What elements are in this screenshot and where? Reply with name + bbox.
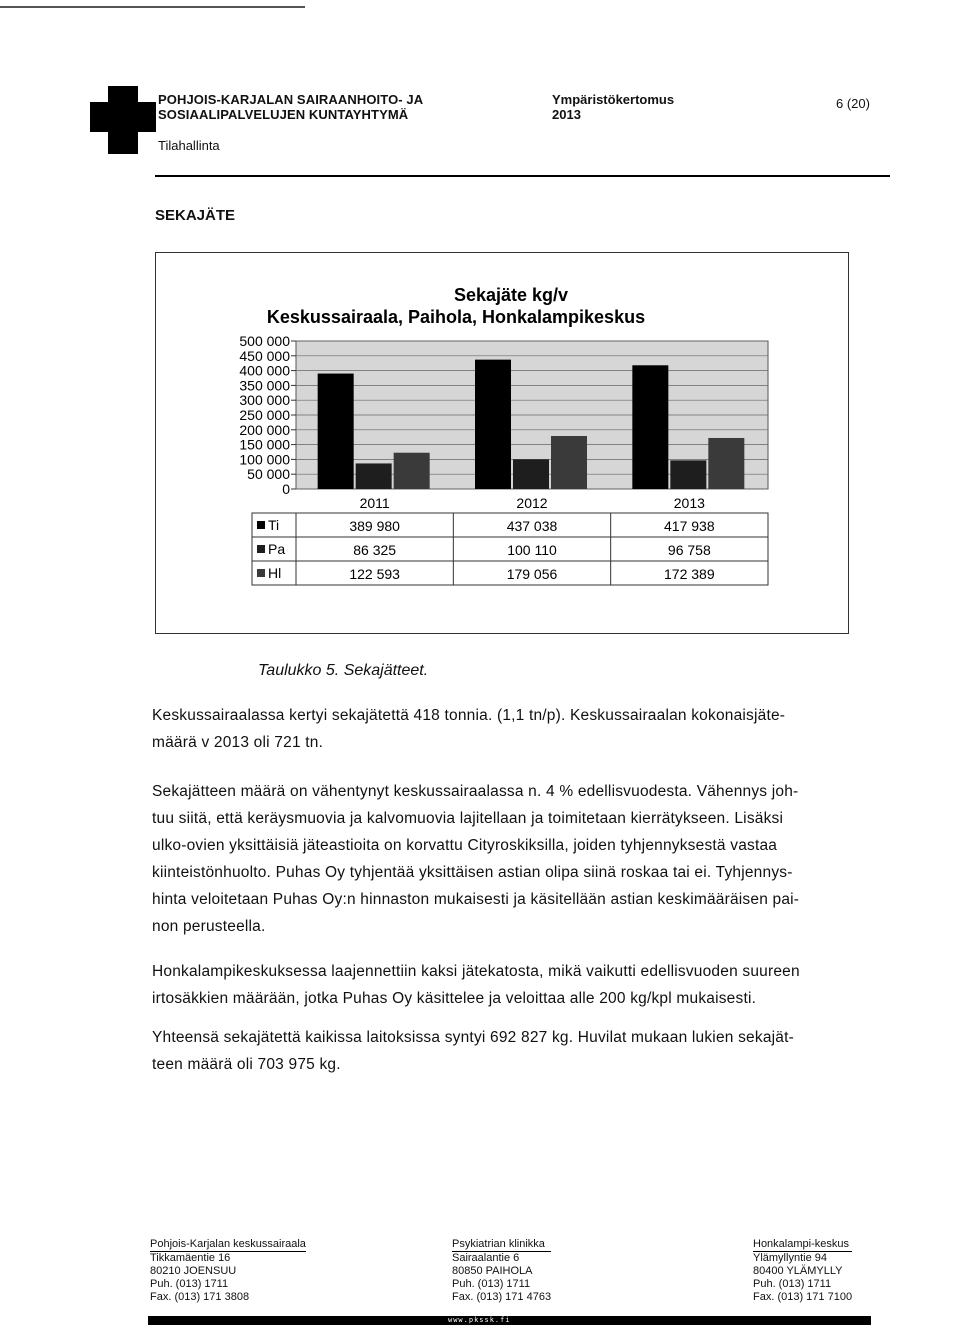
chart-subtitle: Keskussairaala, Paihola, Honkalampikeskus <box>266 307 646 327</box>
footer-phone: Puh. (013) 1711 <box>452 1278 531 1290</box>
footer-fax: Fax. (013) 171 3808 <box>150 1291 250 1303</box>
legend-swatch-hl <box>257 569 265 577</box>
footer-name: Pohjois-Karjalan keskussairaala <box>150 1238 306 1250</box>
footer-phone: Puh. (013) 1711 <box>753 1278 832 1290</box>
footer-street: Sairaalantie 6 <box>452 1252 520 1264</box>
y-tick-label: 300 000 <box>239 392 290 409</box>
footer-phone: Puh. (013) 1711 <box>150 1278 229 1290</box>
footer-name: Honkalampi-keskus <box>753 1238 852 1252</box>
table-caption: Taulukko 5. Sekajätteet. <box>258 662 429 679</box>
organization-name <box>158 92 423 122</box>
chart-title: Sekajäte kg/v <box>453 285 569 305</box>
section-title: SEKAJÄTE <box>155 207 236 224</box>
footer-postal: 80400 YLÄMYLLY <box>753 1265 843 1277</box>
bar-ti-2011 <box>318 374 354 489</box>
footer-name: Psykiatrian klinikka <box>452 1238 551 1252</box>
p1-line: Keskussairaalassa kertyi sekajätettä 418 tonnia. (1,1 tn/p). Keskussairaalan kokonaisjäte- <box>152 707 786 724</box>
data-label: 417 938 <box>664 518 715 534</box>
p2-line: kiinteistönhuolto. Puhas Oy tyhjentää yksittäisen astian olipa siinä roskaa tai ei. Tyhjennys- <box>152 864 793 881</box>
bar-ti-2012 <box>475 360 511 489</box>
y-tick-label: 200 000 <box>239 421 290 438</box>
paragraph-3 <box>152 958 867 1012</box>
footer-fax: Fax. (013) 171 7100 <box>753 1291 853 1303</box>
y-tick-label: 500 000 <box>239 333 290 349</box>
legend-label-hl: Hl <box>268 565 282 581</box>
footer-address-honkalampi <box>753 1238 852 1304</box>
p4-line: teen määrä oli 703 975 kg. <box>152 1056 341 1073</box>
department: Tilahallinta <box>158 138 220 153</box>
org-line-2: SOSIAALIPALVELUJEN KUNTAYHTYMÄ <box>158 107 409 122</box>
paragraph-1 <box>152 702 867 756</box>
data-label: 86 325 <box>353 542 397 558</box>
p3-line: irtosäkkien määrään, jotka Puhas Oy käsittelee ja veloittaa alle 200 kg/kpl mukaisesti. <box>152 990 757 1007</box>
top-rule <box>0 6 305 8</box>
bar-hl-2012 <box>551 436 587 489</box>
category-label: 2012 <box>516 495 548 511</box>
data-label: 100 110 <box>507 542 557 558</box>
y-tick-label: 100 000 <box>239 451 290 468</box>
y-tick-label: 50 000 <box>247 466 290 483</box>
footer-street: Tikkamäentie 16 <box>150 1252 231 1264</box>
data-label: 389 980 <box>349 518 400 534</box>
bar-pa-2012 <box>513 459 549 489</box>
p3-line: Honkalampikeskuksessa laajennettiin kaksi jätekatosta, mikä vaikutti edellisvuoden suureen <box>152 963 800 980</box>
paragraph-2 <box>152 778 867 940</box>
p2-line: non perusteella. <box>152 918 266 935</box>
y-tick-label: 400 000 <box>239 362 290 379</box>
document-title <box>552 92 674 122</box>
y-tick-label: 250 000 <box>239 407 290 423</box>
chart-frame <box>155 252 849 634</box>
data-label: 96 758 <box>667 542 711 558</box>
bar-ti-2013 <box>632 365 668 489</box>
paragraph-4 <box>152 1024 867 1078</box>
chart-svg <box>156 253 848 633</box>
org-line-1: POHJOIS-KARJALAN SAIRAANHOITO- JA <box>158 92 424 107</box>
category-label: 2011 <box>359 495 390 511</box>
footer-street: Ylämyllyntie 94 <box>753 1252 827 1264</box>
bar-pa-2011 <box>356 463 392 489</box>
bar-hl-2013 <box>708 438 744 489</box>
p2-line: Sekajätteen määrä on vähentynyt keskussairaalassa n. 4 % edellisvuodesta. Vähennys joh- <box>152 783 799 800</box>
y-tick-label: 150 000 <box>239 436 290 453</box>
legend-label-ti: Ti <box>268 517 280 533</box>
footer-website[interactable]: www.pkssk.fi <box>448 1316 511 1324</box>
header-rule <box>155 175 890 177</box>
page-number: 6 (20) <box>836 96 870 111</box>
data-label: 172 389 <box>664 566 715 582</box>
legend-swatch-pa <box>257 545 265 553</box>
doc-title-line-2: 2013 <box>552 107 581 122</box>
p2-line: hinta veloitetaan Puhas Oy:n hinnaston mukaisesti ja käsitellään astian keskimääräisen pai- <box>152 891 800 908</box>
legend-swatch-ti <box>257 521 265 529</box>
y-tick-label: 0 <box>282 481 290 497</box>
p1-line: määrä v 2013 oli 721 tn. <box>152 734 324 751</box>
legend-label-pa: Pa <box>268 541 286 557</box>
cross-logo-icon-bar <box>90 102 156 132</box>
p4-line: Yhteensä sekajätettä kaikissa laitoksissa syntyi 692 827 kg. Huvilat mukaan lukien sekajät- <box>152 1029 794 1046</box>
data-label: 122 593 <box>349 566 400 582</box>
p2-line: ulko-ovien yksittäisiä jäteastioita on korvattu Cityroskiksilla, joiden tyhjennyksestä vastaa <box>152 837 778 854</box>
data-label: 179 056 <box>506 566 558 582</box>
doc-title-line-1: Ympäristökertomus <box>552 92 675 107</box>
footer-address-paihola <box>452 1238 551 1304</box>
footer-address-keskussairaala <box>150 1238 306 1304</box>
p2-line: tuu siitä, että keräysmuovia ja kalvomuovia lajitellaan ja toimitetaan kierrätykseen. Lisäksi <box>152 810 784 827</box>
data-label: 437 038 <box>506 518 558 534</box>
footer-postal: 80850 PAIHOLA <box>452 1265 533 1277</box>
category-label: 2013 <box>673 495 705 511</box>
footer-fax: Fax. (013) 171 4763 <box>452 1291 552 1303</box>
bar-pa-2013 <box>670 460 706 489</box>
bar-hl-2011 <box>394 453 430 489</box>
y-tick-label: 450 000 <box>239 347 290 364</box>
footer-postal: 80210 JOENSUU <box>150 1265 237 1277</box>
y-tick-label: 350 000 <box>239 377 290 394</box>
